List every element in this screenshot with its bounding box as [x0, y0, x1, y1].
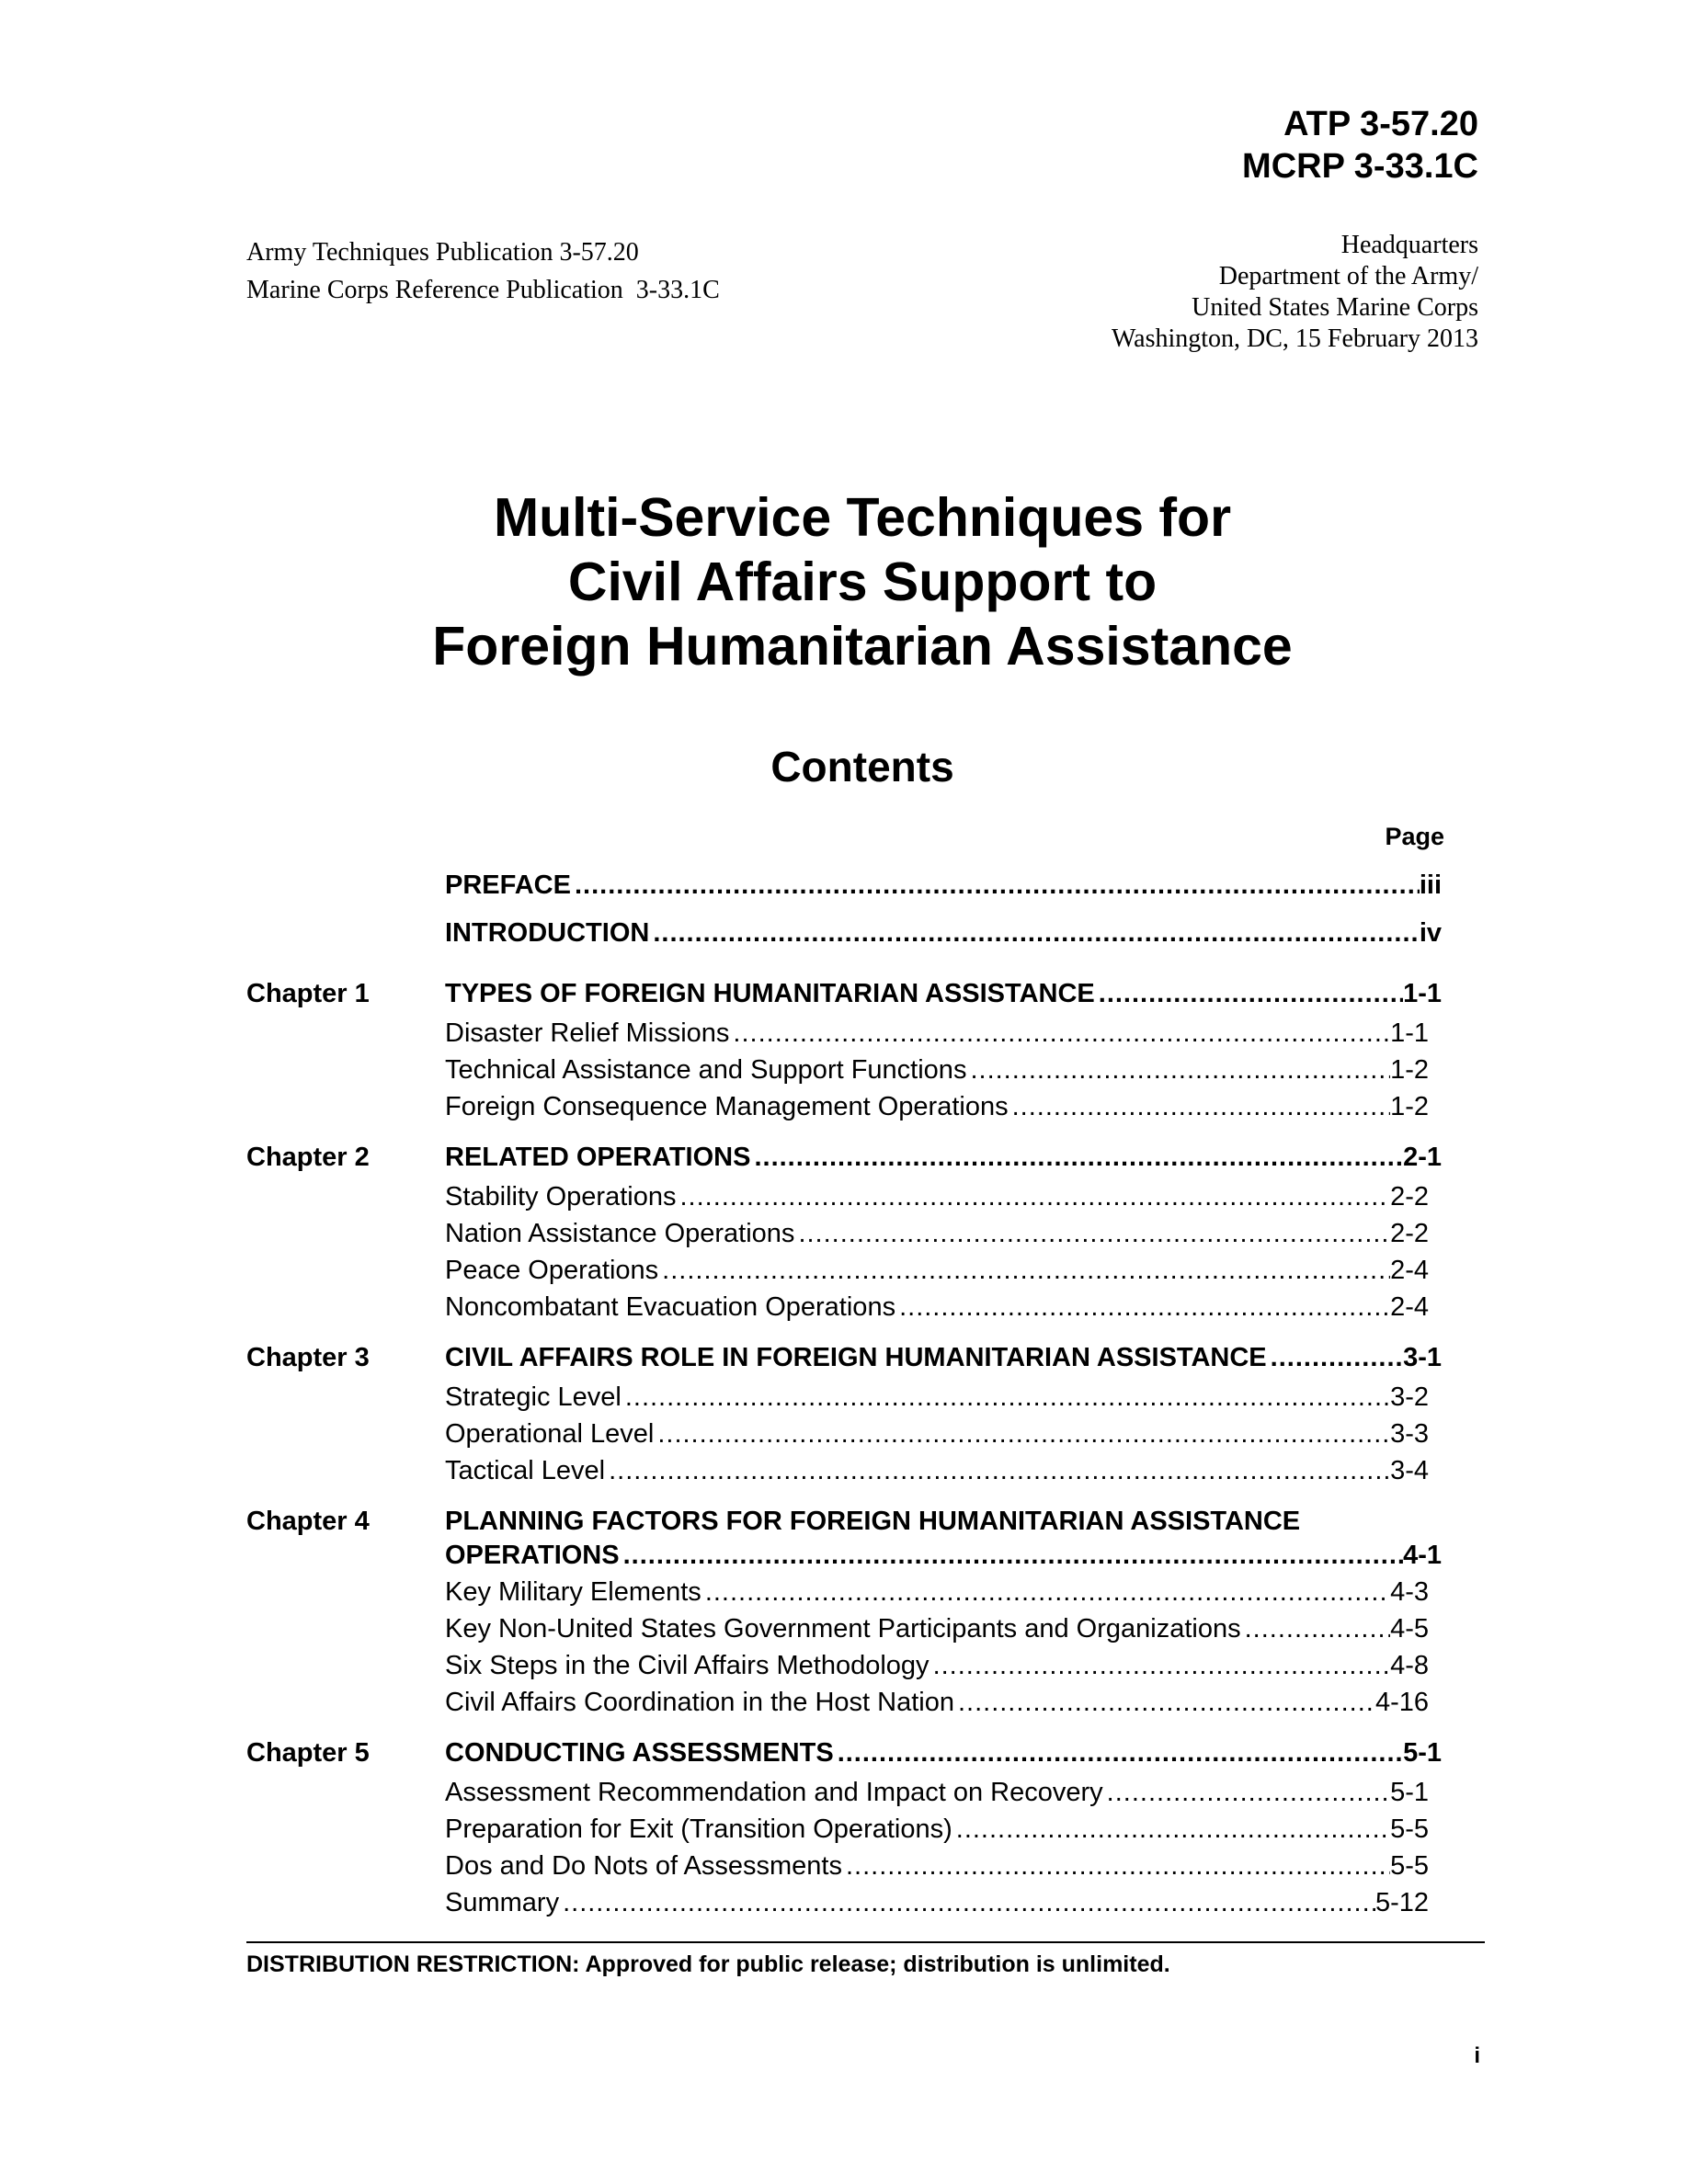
toc-chapter-entry[interactable]	[445, 973, 1442, 1015]
toc-entry-page: 5-5	[1390, 1851, 1429, 1881]
toc-entry-title: Strategic Level	[445, 1382, 622, 1412]
toc-entry-title: Dos and Do Nots of Assessments	[445, 1851, 842, 1881]
distribution-restriction: DISTRIBUTION RESTRICTION: Approved for public release; distribution is unlimited.	[246, 1951, 1170, 1977]
toc-entry-page: 2-4	[1390, 1292, 1429, 1322]
toc-section-entry[interactable]	[445, 1379, 1429, 1416]
chapter-label: Chapter 3	[246, 1343, 370, 1372]
toc-entry-title: TYPES OF FOREIGN HUMANITARIAN ASSISTANCE	[445, 979, 1095, 1008]
toc-entry-page: 5-1	[1390, 1778, 1429, 1807]
front-matter	[246, 864, 1442, 954]
dot-leader	[559, 1884, 1375, 1921]
toc-entry-title: Civil Affairs Coordination in the Host Nation	[445, 1688, 954, 1717]
toc-chapter-entry[interactable]	[445, 1337, 1442, 1379]
mcrp-number: MCRP 3-33.1C	[1242, 147, 1478, 186]
dot-leader	[649, 912, 1419, 954]
toc-section-entry[interactable]	[445, 1574, 1429, 1610]
toc-section-entry[interactable]	[445, 1215, 1429, 1252]
hq-date-line: Washington, DC, 15 February 2013	[1111, 324, 1478, 353]
dot-leader	[676, 1178, 1390, 1215]
toc-entry-preface[interactable]	[445, 864, 1442, 906]
contents-heading: Contents	[770, 743, 954, 791]
headquarters-block	[1112, 230, 1478, 355]
toc-entry-title: Technical Assistance and Support Functions	[445, 1055, 967, 1085]
toc-section-entry[interactable]	[445, 1811, 1429, 1848]
chapter-2-group	[246, 1136, 1442, 1325]
title-line: Civil Affairs Support to	[567, 552, 1158, 612]
toc-entry-page: 5-12	[1374, 1888, 1429, 1917]
toc-entry-title: Foreign Consequence Management Operations	[445, 1092, 1009, 1121]
toc-entry-page: iv	[1419, 918, 1442, 948]
toc-section-entry[interactable]	[445, 1684, 1442, 1721]
chapter-label: Chapter 1	[246, 979, 370, 1008]
chapter-label: Chapter 5	[246, 1738, 370, 1768]
dot-leader	[1103, 1774, 1390, 1811]
toc-entry-title: Tactical Level	[445, 1456, 606, 1485]
toc-entry-page: 5-5	[1390, 1814, 1429, 1844]
dot-leader	[966, 1052, 1390, 1088]
dot-leader	[1267, 1337, 1403, 1379]
dot-leader	[620, 1537, 1403, 1574]
toc-entry-page: 2-2	[1390, 1182, 1429, 1211]
toc-entry-page: 1-2	[1390, 1092, 1429, 1121]
publication-identifiers	[246, 233, 720, 309]
dot-leader	[605, 1452, 1390, 1489]
chapter-5-group	[246, 1732, 1442, 1921]
toc-entry-page: 4-1	[1403, 1541, 1442, 1570]
hq-line: Department of the Army/	[1218, 262, 1478, 290]
document-title	[0, 485, 1688, 678]
toc-chapter-entry[interactable]	[445, 1732, 1442, 1774]
hq-line: United States Marine Corps	[1192, 293, 1478, 322]
dot-leader	[952, 1811, 1390, 1848]
table-of-contents	[246, 864, 1442, 1932]
dot-leader	[794, 1215, 1390, 1252]
dot-leader	[834, 1732, 1403, 1774]
toc-section-entry[interactable]	[445, 1289, 1429, 1325]
toc-entry-page: iii	[1419, 870, 1442, 900]
toc-entry-page: 5-1	[1403, 1738, 1442, 1768]
toc-entry-title: Operational Level	[445, 1419, 655, 1449]
toc-entry-page: 3-3	[1390, 1419, 1429, 1449]
toc-section-entry[interactable]	[445, 1884, 1442, 1921]
atp-number: ATP 3-57.20	[1283, 105, 1478, 143]
toc-chapter-entry[interactable]	[445, 1136, 1442, 1178]
toc-section-entry[interactable]	[445, 1178, 1429, 1215]
chapter-3-group	[246, 1337, 1442, 1489]
chapter-4-group	[246, 1500, 1442, 1721]
footer-divider	[246, 1941, 1485, 1943]
toc-entry-title: RELATED OPERATIONS	[445, 1143, 751, 1172]
dot-leader	[1095, 973, 1403, 1015]
toc-chapter-title-line[interactable]: PLANNING FACTORS FOR FOREIGN HUMANITARIAN ASSISTANCE	[445, 1507, 1301, 1536]
toc-entry-page: 2-4	[1390, 1256, 1429, 1285]
toc-section-entry[interactable]	[445, 1610, 1429, 1647]
toc-chapter-entry[interactable]	[445, 1537, 1442, 1574]
toc-entry-page: 3-2	[1390, 1382, 1429, 1412]
toc-entry-title: Disaster Relief Missions	[445, 1018, 730, 1048]
toc-entry-title: CIVIL AFFAIRS ROLE IN FOREIGN HUMANITARIAN ASSISTANCE	[445, 1343, 1267, 1372]
toc-entry-page: 4-8	[1390, 1651, 1429, 1680]
toc-entry-title: Peace Operations	[445, 1256, 659, 1285]
dot-leader	[1009, 1088, 1390, 1125]
dot-leader	[654, 1416, 1390, 1452]
chapter-label: Chapter 4	[246, 1507, 370, 1536]
toc-section-entry[interactable]	[445, 1088, 1429, 1125]
dot-leader	[750, 1136, 1403, 1178]
toc-entry-title: Nation Assistance Operations	[445, 1219, 795, 1248]
toc-entry-page: 1-1	[1390, 1018, 1429, 1048]
toc-entry-page: 3-1	[1403, 1343, 1442, 1372]
toc-entry-title: Preparation for Exit (Transition Operations)	[445, 1814, 952, 1844]
title-line: Multi-Service Techniques for	[493, 487, 1232, 548]
toc-entry-title: CONDUCTING ASSESSMENTS	[445, 1738, 834, 1768]
toc-section-entry[interactable]	[445, 1015, 1429, 1052]
toc-entry-introduction[interactable]	[445, 912, 1442, 954]
toc-section-entry[interactable]	[445, 1647, 1429, 1684]
toc-section-entry[interactable]	[445, 1452, 1429, 1489]
dot-leader	[571, 864, 1420, 906]
dot-leader	[895, 1289, 1390, 1325]
page-number: i	[1474, 2043, 1480, 2068]
toc-entry-title: Noncombatant Evacuation Operations	[445, 1292, 896, 1322]
toc-section-entry[interactable]	[445, 1052, 1429, 1088]
toc-section-entry[interactable]	[445, 1252, 1429, 1289]
toc-section-entry[interactable]	[445, 1774, 1429, 1811]
army-publication-line: Army Techniques Publication 3-57.20	[246, 238, 639, 267]
dot-leader	[930, 1647, 1391, 1684]
page-column-label: Page	[1385, 823, 1444, 850]
toc-entry-page: 1-2	[1390, 1055, 1429, 1085]
toc-entry-page: 4-5	[1390, 1614, 1429, 1644]
dot-leader	[658, 1252, 1390, 1289]
toc-entry-title: Six Steps in the Civil Affairs Methodology	[445, 1651, 930, 1680]
toc-entry-title: Key Non-United States Government Participants and Organizations	[445, 1614, 1241, 1644]
toc-entry-title: OPERATIONS	[445, 1541, 620, 1570]
toc-entry-title: Assessment Recommendation and Impact on Recovery	[445, 1778, 1103, 1807]
toc-entry-page: 3-4	[1390, 1456, 1429, 1485]
publication-numbers	[1242, 103, 1478, 188]
chapter-1-group	[246, 973, 1442, 1125]
toc-section-entry[interactable]	[445, 1848, 1429, 1884]
title-line: Foreign Humanitarian Assistance	[432, 616, 1293, 677]
toc-section-entry[interactable]	[445, 1416, 1429, 1452]
dot-leader	[954, 1684, 1375, 1721]
dot-leader	[622, 1379, 1390, 1416]
dot-leader	[842, 1848, 1390, 1884]
toc-entry-page: 1-1	[1403, 979, 1442, 1008]
toc-entry-title: PREFACE	[445, 870, 571, 900]
toc-entry-title: Summary	[445, 1888, 560, 1917]
chapter-label: Chapter 2	[246, 1143, 370, 1172]
toc-entry-title: INTRODUCTION	[445, 918, 650, 948]
toc-entry-title: Key Military Elements	[445, 1577, 701, 1607]
toc-entry-page: 4-16	[1374, 1688, 1429, 1717]
dot-leader	[729, 1015, 1390, 1052]
dot-leader	[1241, 1610, 1390, 1647]
dot-leader	[701, 1574, 1390, 1610]
toc-entry-page: 2-1	[1403, 1143, 1442, 1172]
toc-entry-page: 4-3	[1390, 1577, 1429, 1607]
marine-publication-line: Marine Corps Reference Publication 3-33.1C	[246, 276, 720, 304]
hq-line: Headquarters	[1340, 231, 1478, 259]
toc-entry-page: 2-2	[1390, 1219, 1429, 1248]
toc-entry-title: Stability Operations	[445, 1182, 677, 1211]
